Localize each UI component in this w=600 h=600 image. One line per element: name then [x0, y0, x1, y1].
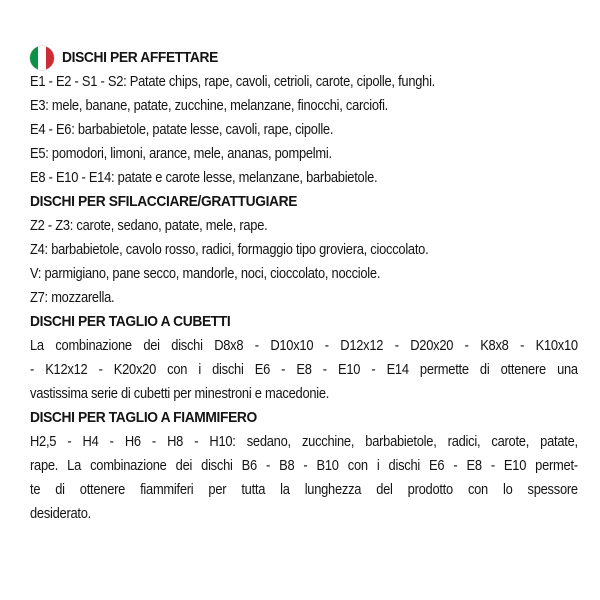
section-heading: DISCHI PER AFFETTARE	[62, 49, 218, 66]
italian-flag-icon	[30, 46, 54, 70]
section-heading: DISCHI PER TAGLIO A CUBETTI	[30, 313, 231, 330]
text-line: V: parmigiano, pane secco, mandorle, noci, cioccolato, nocciole.	[30, 265, 381, 282]
text-line: E4 - E6: barbabietole, patate lesse, cavoli, rape, cipolle.	[30, 121, 334, 138]
text-line: La combinazione dei dischi D8x8 - D10x10 - D12x12 - D20x20 - K8x8 - K10x10	[30, 337, 578, 354]
text-line: vastissima serie di cubetti per minestroni e macedonie.	[30, 385, 330, 402]
flag-red-band	[46, 46, 54, 70]
text-line: te di ottenere fiammiferi per tutta la lunghezza del prodotto con lo spessore	[30, 481, 578, 498]
text-line: E3: mele, banane, patate, zucchine, melanzane, finocchi, carciofi.	[30, 97, 389, 114]
text-line: Z4: barbabietole, cavolo rosso, radici, formaggio tipo groviera, cioccolato.	[30, 241, 429, 258]
text-line: E5: pomodori, limoni, arance, mele, ananas, pompelmi.	[30, 145, 332, 162]
paragraph	[30, 334, 578, 406]
section-affettare-header	[30, 46, 578, 70]
document	[30, 46, 578, 526]
paragraph	[30, 430, 578, 526]
section-heading: DISCHI PER SFILACCIARE/GRATTUGIARE	[30, 193, 298, 210]
text-line: Z2 - Z3: carote, sedano, patate, mele, rape.	[30, 217, 268, 234]
text-line: E1 - E2 - S1 - S2: Patate chips, rape, cavoli, cetrioli, carote, cipolle, funghi.	[30, 73, 436, 90]
text-line: H2,5 - H4 - H6 - H8 - H10: sedano, zucchine, barbabietole, radici, carote, patate,	[30, 433, 578, 450]
text-line: desiderato.	[30, 505, 91, 522]
text-line: rape. La combinazione dei dischi B6 - B8 - B10 con i dischi E6 - E8 - E10 permet-	[30, 457, 578, 474]
flag-green-band	[30, 46, 38, 70]
section-heading: DISCHI PER TAGLIO A FIAMMIFERO	[30, 409, 257, 426]
text-line: E8 - E10 - E14: patate e carote lesse, melanzane, barbabietole.	[30, 169, 378, 186]
flag-white-band	[38, 46, 46, 70]
text-line: Z7: mozzarella.	[30, 289, 115, 306]
text-line: - K12x12 - K20x20 con i dischi E6 - E8 - E10 - E14 permette di ottenere una	[30, 361, 578, 378]
